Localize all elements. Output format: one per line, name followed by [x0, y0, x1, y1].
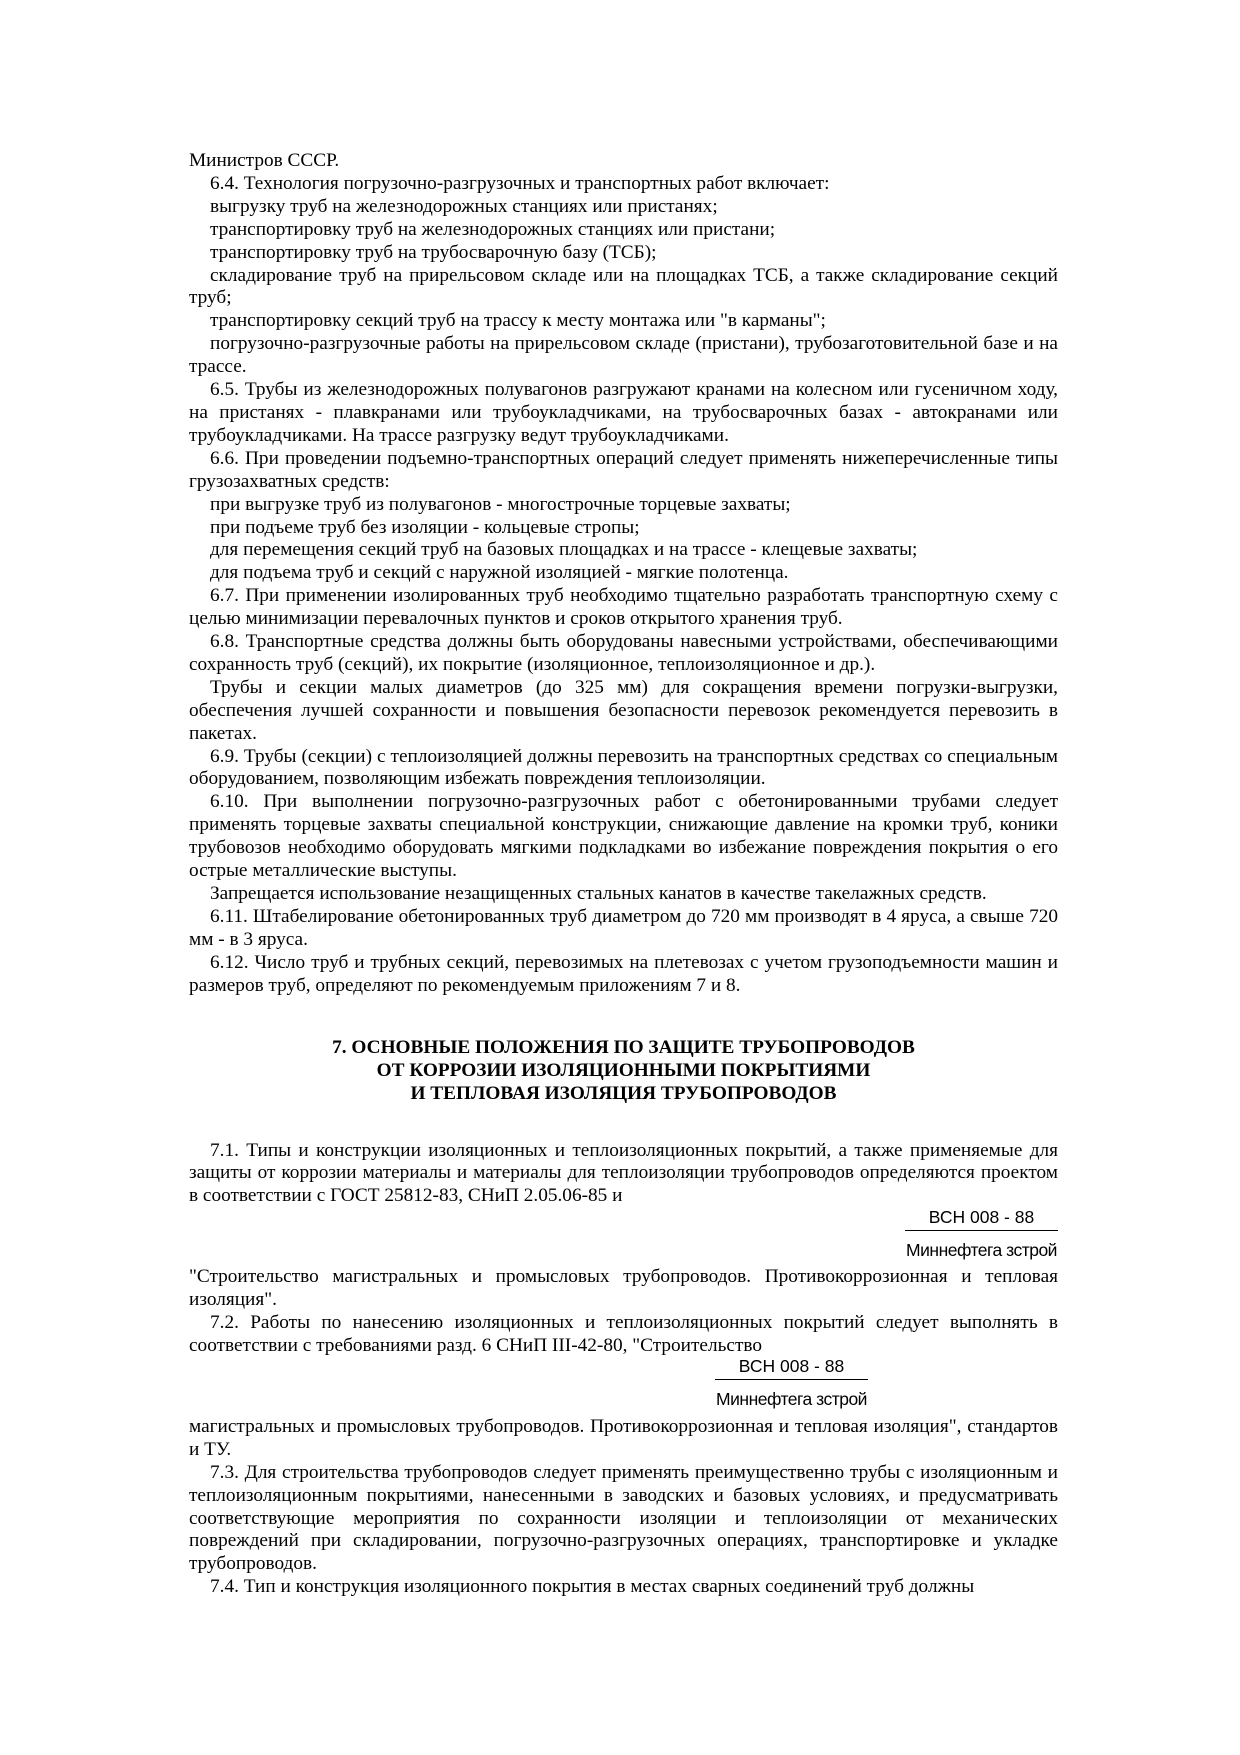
paragraph: при подъеме труб без изоляции - кольцевые стропы;: [210, 516, 640, 538]
paragraph: 6.5. Трубы из железнодорожных полувагонов разгружают кранами на колесном или гусеничном ходу, на пристанях - плавкранами или трубоукладчиками, на трубосварочных базах - автокранами или трубоукладчиками. На трассе разгрузку ведут трубоукладчиками.: [189, 379, 1058, 446]
paragraph: складирование труб на прирельсовом складе или на площадках ТСБ, а также складирование секций труб;: [189, 264, 1058, 309]
fraction-denominator: Миннефтега зстрой: [716, 1388, 867, 1409]
fraction-numerator: ВСН 008 - 88: [905, 1207, 1058, 1231]
paragraph: для подъема труб и секций с наружной изоляцией - мягкие полотенца.: [210, 562, 789, 584]
fraction-denominator: Миннефтега зстрой: [906, 1240, 1057, 1261]
paragraph: погрузочно-разгрузочные работы на прирельсовом складе (пристани), трубозаготовительной базе и на трассе.: [189, 333, 1058, 378]
paragraph: при выгрузке труб из полувагонов - многострочные торцевые захваты;: [210, 493, 791, 515]
document-page: [189, 150, 1058, 1599]
paragraph: транспортировку секций труб на трассу к месту монтажа или "в карманы";: [210, 310, 826, 332]
paragraph-7-1-continued: "Строительство магистральных и промысловых трубопроводов. Противокоррозионная и тепловая изоляция".: [189, 1266, 1058, 1311]
paragraph: 6.8. Транспортные средства должны быть оборудованы навесными устройствами, обеспечивающими сохранность труб (секций), их покрытие (изоляционное, теплоизоляционное и др.).: [189, 631, 1058, 675]
paragraph: выгрузку труб на железнодорожных станциях или пристанях;: [210, 195, 718, 217]
paragraph: 6.10. При выполнении погрузочно-разгрузочных работ с обетонированными трубами следует применять торцевые захваты специальной конструкции, снижающие давление на кромки труб, коники трубовозов необходимо оборудовать мягкими подкладками во избежание повреждения покрытия о его острые металлические выступы.: [189, 791, 1058, 882]
heading-line-2: ОТ КОРРОЗИИ ИЗОЛЯЦИОННЫМИ ПОКРЫТИЯМИ: [376, 1059, 871, 1081]
paragraph: Запрещается использование незащищенных стальных канатов в качестве такелажных средств.: [210, 883, 987, 904]
paragraph: Трубы и секции малых диаметров (до 325 мм) для сокращения времени погрузки-выгрузки, обеспечения лучшей сохранности и повышения безопасности перевозок рекомендуется перевозить в пакетах.: [189, 676, 1058, 744]
fraction-row-1: [189, 1208, 1058, 1266]
vsn-fraction-1: [905, 1207, 1058, 1260]
paragraph: 6.4. Технология погрузочно-разгрузочных и транспортных работ включает:: [210, 172, 830, 194]
paragraph: транспортировку труб на трубосварочную базу (ТСБ);: [210, 241, 657, 263]
paragraph: 6.11. Штабелирование обетонированных труб диаметром до 720 мм производят в 4 яруса, а свыше 720 мм - в 3 яруса.: [189, 905, 1058, 950]
heading-line-1: 7. ОСНОВНЫЕ ПОЛОЖЕНИЯ ПО ЗАЩИТЕ ТРУБОПРОВОДОВ: [332, 1036, 915, 1058]
paragraph-7-1: 7.1. Типы и конструкции изоляционных и теплоизоляционных покрытий, а также применяемые для защиты от коррозии материалы и материалы для теплоизоляции трубопроводов определяются проектом в соответствии с ГОСТ 25812-83, СНиП 2.05.06-85 и: [189, 1139, 1058, 1207]
section-7-heading: [189, 1036, 1058, 1105]
paragraph-7-2: 7.2. Работы по нанесению изоляционных и теплоизоляционных покрытий следует выполнять в соответствии с требованиями разд. 6 СНиП III-42-80, "Строительство: [189, 1312, 1058, 1356]
paragraph: для перемещения секций труб на базовых площадках и на трассе - клещевые захваты;: [210, 539, 918, 561]
paragraph: 6.9. Трубы (секции) с теплоизоляцией должны перевозить на транспортных средствах со специальным оборудованием, позволяющим избежать повреждения теплоизоляции.: [189, 745, 1058, 790]
fraction-numerator: ВСН 008 - 88: [715, 1356, 868, 1380]
heading-line-3: И ТЕПЛОВАЯ ИЗОЛЯЦИЯ ТРУБОПРОВОДОВ: [410, 1082, 837, 1104]
paragraph-7-2-continued: магистральных и промысловых трубопроводов. Противокоррозионная и тепловая изоляция", стандартов и ТУ.: [189, 1415, 1058, 1460]
vsn-fraction-2: [715, 1356, 868, 1409]
paragraph: 6.6. При проведении подъемно-транспортных операций следует применять нижеперечисленные типы грузозахватных средств:: [189, 447, 1058, 492]
paragraph-7-3: 7.3. Для строительства трубопроводов следует применять преимущественно трубы с изоляционным и теплоизоляционным покрытиями, нанесенными в заводских и базовых условиях, и предусматривать соответствующие мероприятия по сохранности изоляции и теплоизоляции от механических повреждений при складировании, погрузочно-разгрузочных операциях, транспортировке и укладке трубопроводов.: [189, 1461, 1058, 1575]
paragraph: Министров СССР.: [189, 150, 340, 171]
fraction-row-2: [189, 1355, 1058, 1416]
paragraph-7-4: 7.4. Тип и конструкция изоляционного покрытия в местах сварных соединений труб должны: [210, 1576, 975, 1598]
paragraph: транспортировку труб на железнодорожных станциях или пристани;: [210, 218, 776, 240]
paragraph: 6.7. При применении изолированных труб необходимо тщательно разработать транспортную схему с целью минимизации перевалочных пунктов и сроков открытого хранения труб.: [189, 585, 1058, 630]
section-6-body: [189, 150, 1058, 998]
paragraph: 6.12. Число труб и трубных секций, перевозимых на плетевозах с учетом грузоподъемности машин и размеров труб, определяют по рекомендуемым приложениям 7 и 8.: [189, 951, 1058, 996]
